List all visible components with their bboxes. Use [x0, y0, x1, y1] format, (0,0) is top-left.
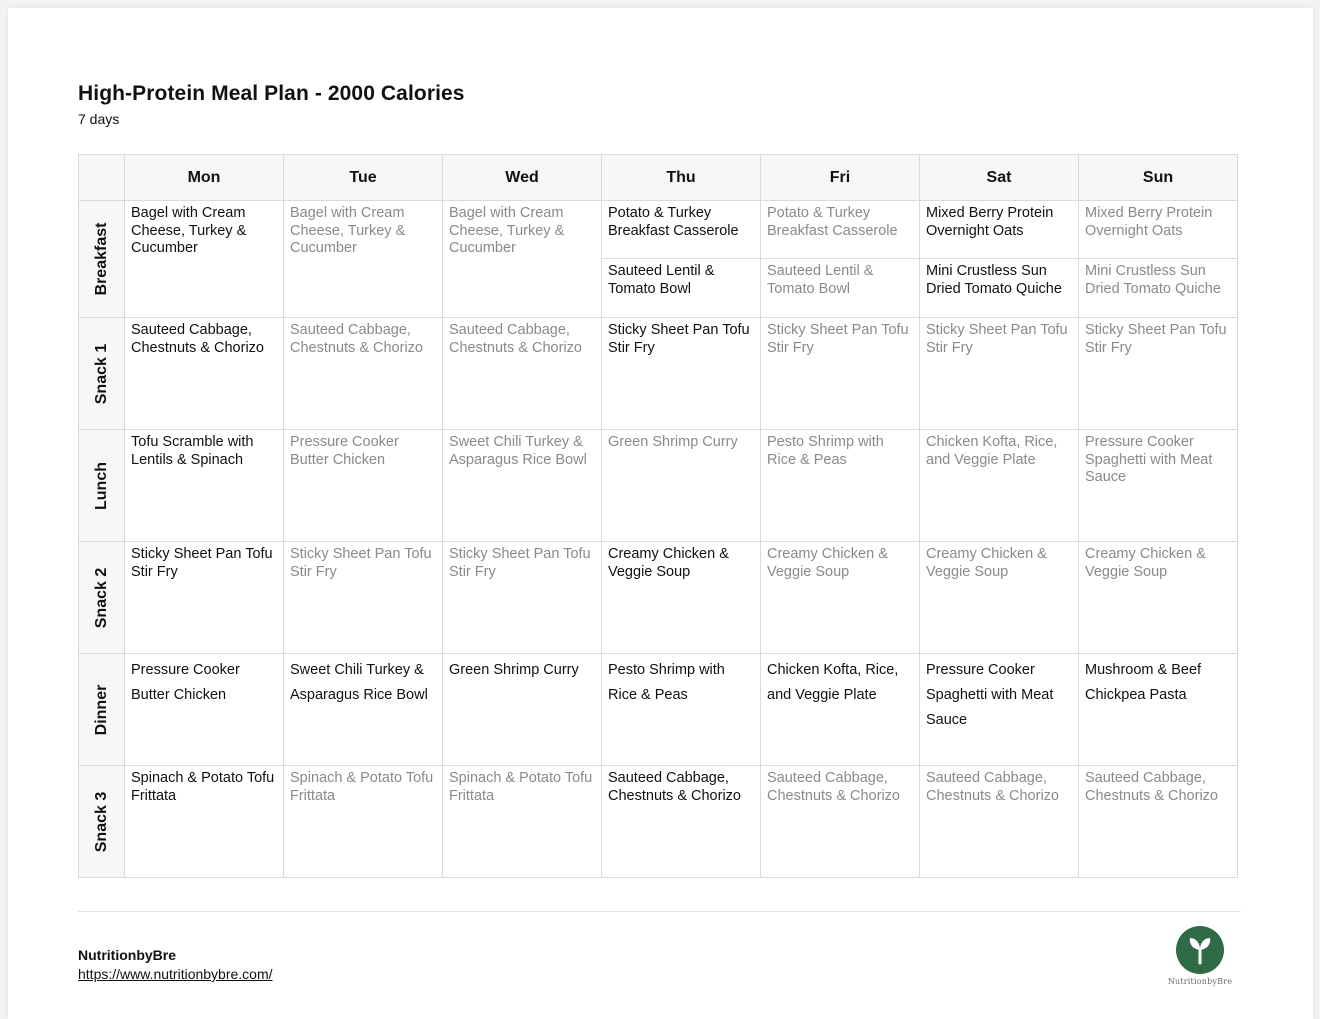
meal-item-leftover: Pressure Cooker Spaghetti with Meat Sauce: [1085, 434, 1213, 485]
meal-cell: [443, 766, 602, 878]
meal-item-leftover: Spinach & Potato Tofu Frittata: [449, 770, 593, 804]
meal-cell: [125, 766, 284, 878]
meal-item: Mushroom & Beef Chickpea Pasta: [1085, 662, 1202, 703]
day-header-tue: Tue: [284, 155, 443, 201]
meal-cell: [284, 201, 443, 318]
meal-item-leftover: Sticky Sheet Pan Tofu Stir Fry: [449, 546, 591, 580]
meal-cell: [125, 542, 284, 654]
meal-item: Spinach & Potato Tofu Frittata: [131, 770, 275, 804]
meal-cell: [443, 318, 602, 430]
day-header-row: [79, 155, 1238, 201]
meal-row-lunch: [79, 430, 1238, 542]
meal-cell: [125, 318, 284, 430]
meal-item: Sauteed Lentil & Tomato Bowl: [608, 263, 715, 297]
meal-cell: [920, 318, 1079, 430]
meal-cell: [602, 766, 761, 878]
logo-wordmark: NutritionbyBre: [1167, 977, 1233, 986]
day-header-mon: Mon: [125, 155, 284, 201]
meal-cell: [284, 430, 443, 542]
corner-cell: [79, 155, 125, 201]
meal-item-leftover: Spinach & Potato Tofu Frittata: [290, 770, 434, 804]
meal-cell: [920, 542, 1079, 654]
meal-item: Tofu Scramble with Lentils & Spinach: [131, 434, 254, 468]
meal-item: Sauteed Cabbage, Chestnuts & Chorizo: [608, 770, 741, 804]
footer-divider: [78, 911, 1241, 912]
meal-item-leftover: Sauteed Cabbage, Chestnuts & Chorizo: [926, 770, 1059, 804]
meal-item: Chicken Kofta, Rice, and Veggie Plate: [767, 662, 899, 703]
meal-item: Mixed Berry Protein Overnight Oats: [920, 201, 1078, 259]
meal-row-snack-2: [79, 542, 1238, 654]
meal-item: Pesto Shrimp with Rice & Peas: [608, 662, 725, 703]
meal-item: Bagel with Cream Cheese, Turkey & Cucumber: [131, 205, 247, 256]
meal-item-leftover: Creamy Chicken & Veggie Soup: [767, 546, 888, 580]
meal-cell: [1079, 766, 1238, 878]
meal-cell: [602, 318, 761, 430]
meal-cell: [920, 766, 1079, 878]
meal-item-leftover: Sticky Sheet Pan Tofu Stir Fry: [926, 322, 1068, 356]
leaf-logo-icon: [1175, 925, 1225, 975]
meal-cell: [443, 430, 602, 542]
meal-cell: [1079, 201, 1238, 318]
day-header-fri: Fri: [761, 155, 920, 201]
meal-item-leftover: Sauteed Cabbage, Chestnuts & Chorizo: [767, 770, 900, 804]
meal-cell: [920, 654, 1079, 766]
meal-cell: [125, 654, 284, 766]
meal-item: Sticky Sheet Pan Tofu Stir Fry: [131, 546, 273, 580]
meal-cell: [761, 542, 920, 654]
meal-item-leftover: Sticky Sheet Pan Tofu Stir Fry: [290, 546, 432, 580]
row-label: Breakfast: [92, 222, 110, 296]
meal-cell: [284, 542, 443, 654]
meal-cell: [761, 430, 920, 542]
meal-item-leftover: Bagel with Cream Cheese, Turkey & Cucumber: [290, 205, 406, 256]
meal-item-leftover: Creamy Chicken & Veggie Soup: [926, 546, 1047, 580]
row-label-cell: [79, 318, 125, 430]
meal-item-leftover: Creamy Chicken & Veggie Soup: [1085, 546, 1206, 580]
row-label-cell: [79, 201, 125, 318]
meal-item-leftover: Sauteed Cabbage, Chestnuts & Chorizo: [449, 322, 582, 356]
row-label: Snack 2: [92, 567, 110, 628]
meal-item: Sauteed Cabbage, Chestnuts & Chorizo: [131, 322, 264, 356]
meal-item-leftover: Mini Crustless Sun Dried Tomato Quiche: [1085, 263, 1221, 297]
meal-row-snack-1: [79, 318, 1238, 430]
row-label-cell: [79, 654, 125, 766]
day-header-sun: Sun: [1079, 155, 1238, 201]
meal-item-leftover: Sauteed Lentil & Tomato Bowl: [767, 263, 874, 297]
meal-cell: [602, 201, 761, 318]
meal-item-leftover: Green Shrimp Curry: [608, 434, 738, 450]
meal-cell: [284, 654, 443, 766]
meal-rows: [79, 201, 1238, 878]
meal-plan-table: [78, 154, 1238, 878]
meal-item-leftover: Pesto Shrimp with Rice & Peas: [767, 434, 884, 468]
meal-cell: [125, 201, 284, 318]
meal-cell: [1079, 542, 1238, 654]
row-label: Snack 1: [92, 343, 110, 404]
meal-item-leftover: Sauteed Cabbage, Chestnuts & Chorizo: [1085, 770, 1218, 804]
page-subtitle: 7 days: [78, 111, 120, 127]
meal-item-leftover: Bagel with Cream Cheese, Turkey & Cucumber: [449, 205, 565, 256]
row-label-cell: [79, 542, 125, 654]
meal-cell: [602, 654, 761, 766]
meal-cell: [920, 201, 1079, 318]
meal-item: Sticky Sheet Pan Tofu Stir Fry: [608, 322, 750, 356]
meal-item: Sweet Chili Turkey & Asparagus Rice Bowl: [290, 662, 428, 703]
meal-item: Pressure Cooker Spaghetti with Meat Sauce: [926, 662, 1054, 728]
row-label: Dinner: [92, 684, 110, 735]
row-label-cell: [79, 766, 125, 878]
meal-item-leftover: Sticky Sheet Pan Tofu Stir Fry: [1085, 322, 1227, 356]
footer-website-link[interactable]: https://www.nutritionbybre.com/: [78, 966, 273, 982]
meal-item-leftover: Chicken Kofta, Rice, and Veggie Plate: [926, 434, 1058, 468]
meal-item: Potato & Turkey Breakfast Casserole: [602, 201, 760, 259]
meal-cell: [125, 430, 284, 542]
meal-item: Creamy Chicken & Veggie Soup: [608, 546, 729, 580]
meal-item-leftover: Potato & Turkey Breakfast Casserole: [761, 201, 919, 259]
meal-item-leftover: Sticky Sheet Pan Tofu Stir Fry: [767, 322, 909, 356]
footer-brand: NutritionbyBre: [78, 947, 176, 963]
meal-cell: [602, 542, 761, 654]
day-header-wed: Wed: [443, 155, 602, 201]
meal-plan-page: [8, 8, 1313, 1019]
meal-cell: [443, 654, 602, 766]
meal-cell: [761, 201, 920, 318]
meal-cell: [602, 430, 761, 542]
meal-cell: [761, 654, 920, 766]
meal-item-leftover: Sauteed Cabbage, Chestnuts & Chorizo: [290, 322, 423, 356]
meal-cell: [284, 318, 443, 430]
meal-cell: [761, 318, 920, 430]
meal-cell: [761, 766, 920, 878]
meal-cell: [443, 201, 602, 318]
row-label-cell: [79, 430, 125, 542]
meal-item-leftover: Pressure Cooker Butter Chicken: [290, 434, 399, 468]
meal-item: Green Shrimp Curry: [449, 662, 579, 678]
row-label: Snack 3: [92, 791, 110, 852]
meal-cell: [920, 430, 1079, 542]
meal-cell: [284, 766, 443, 878]
meal-item-leftover: Sweet Chili Turkey & Asparagus Rice Bowl: [449, 434, 587, 468]
meal-row-dinner: [79, 654, 1238, 766]
meal-cell: [1079, 430, 1238, 542]
page-title: High-Protein Meal Plan - 2000 Calories: [78, 82, 465, 105]
day-header-sat: Sat: [920, 155, 1079, 201]
meal-item: Mini Crustless Sun Dried Tomato Quiche: [926, 263, 1062, 297]
day-header-thu: Thu: [602, 155, 761, 201]
meal-row-breakfast: [79, 201, 1238, 318]
brand-logo: [1160, 925, 1240, 991]
meal-item-leftover: Mixed Berry Protein Overnight Oats: [1079, 201, 1237, 259]
meal-item: Pressure Cooker Butter Chicken: [131, 662, 240, 703]
meal-cell: [443, 542, 602, 654]
meal-cell: [1079, 318, 1238, 430]
row-label: Lunch: [92, 461, 110, 510]
meal-cell: [1079, 654, 1238, 766]
meal-row-snack-3: [79, 766, 1238, 878]
